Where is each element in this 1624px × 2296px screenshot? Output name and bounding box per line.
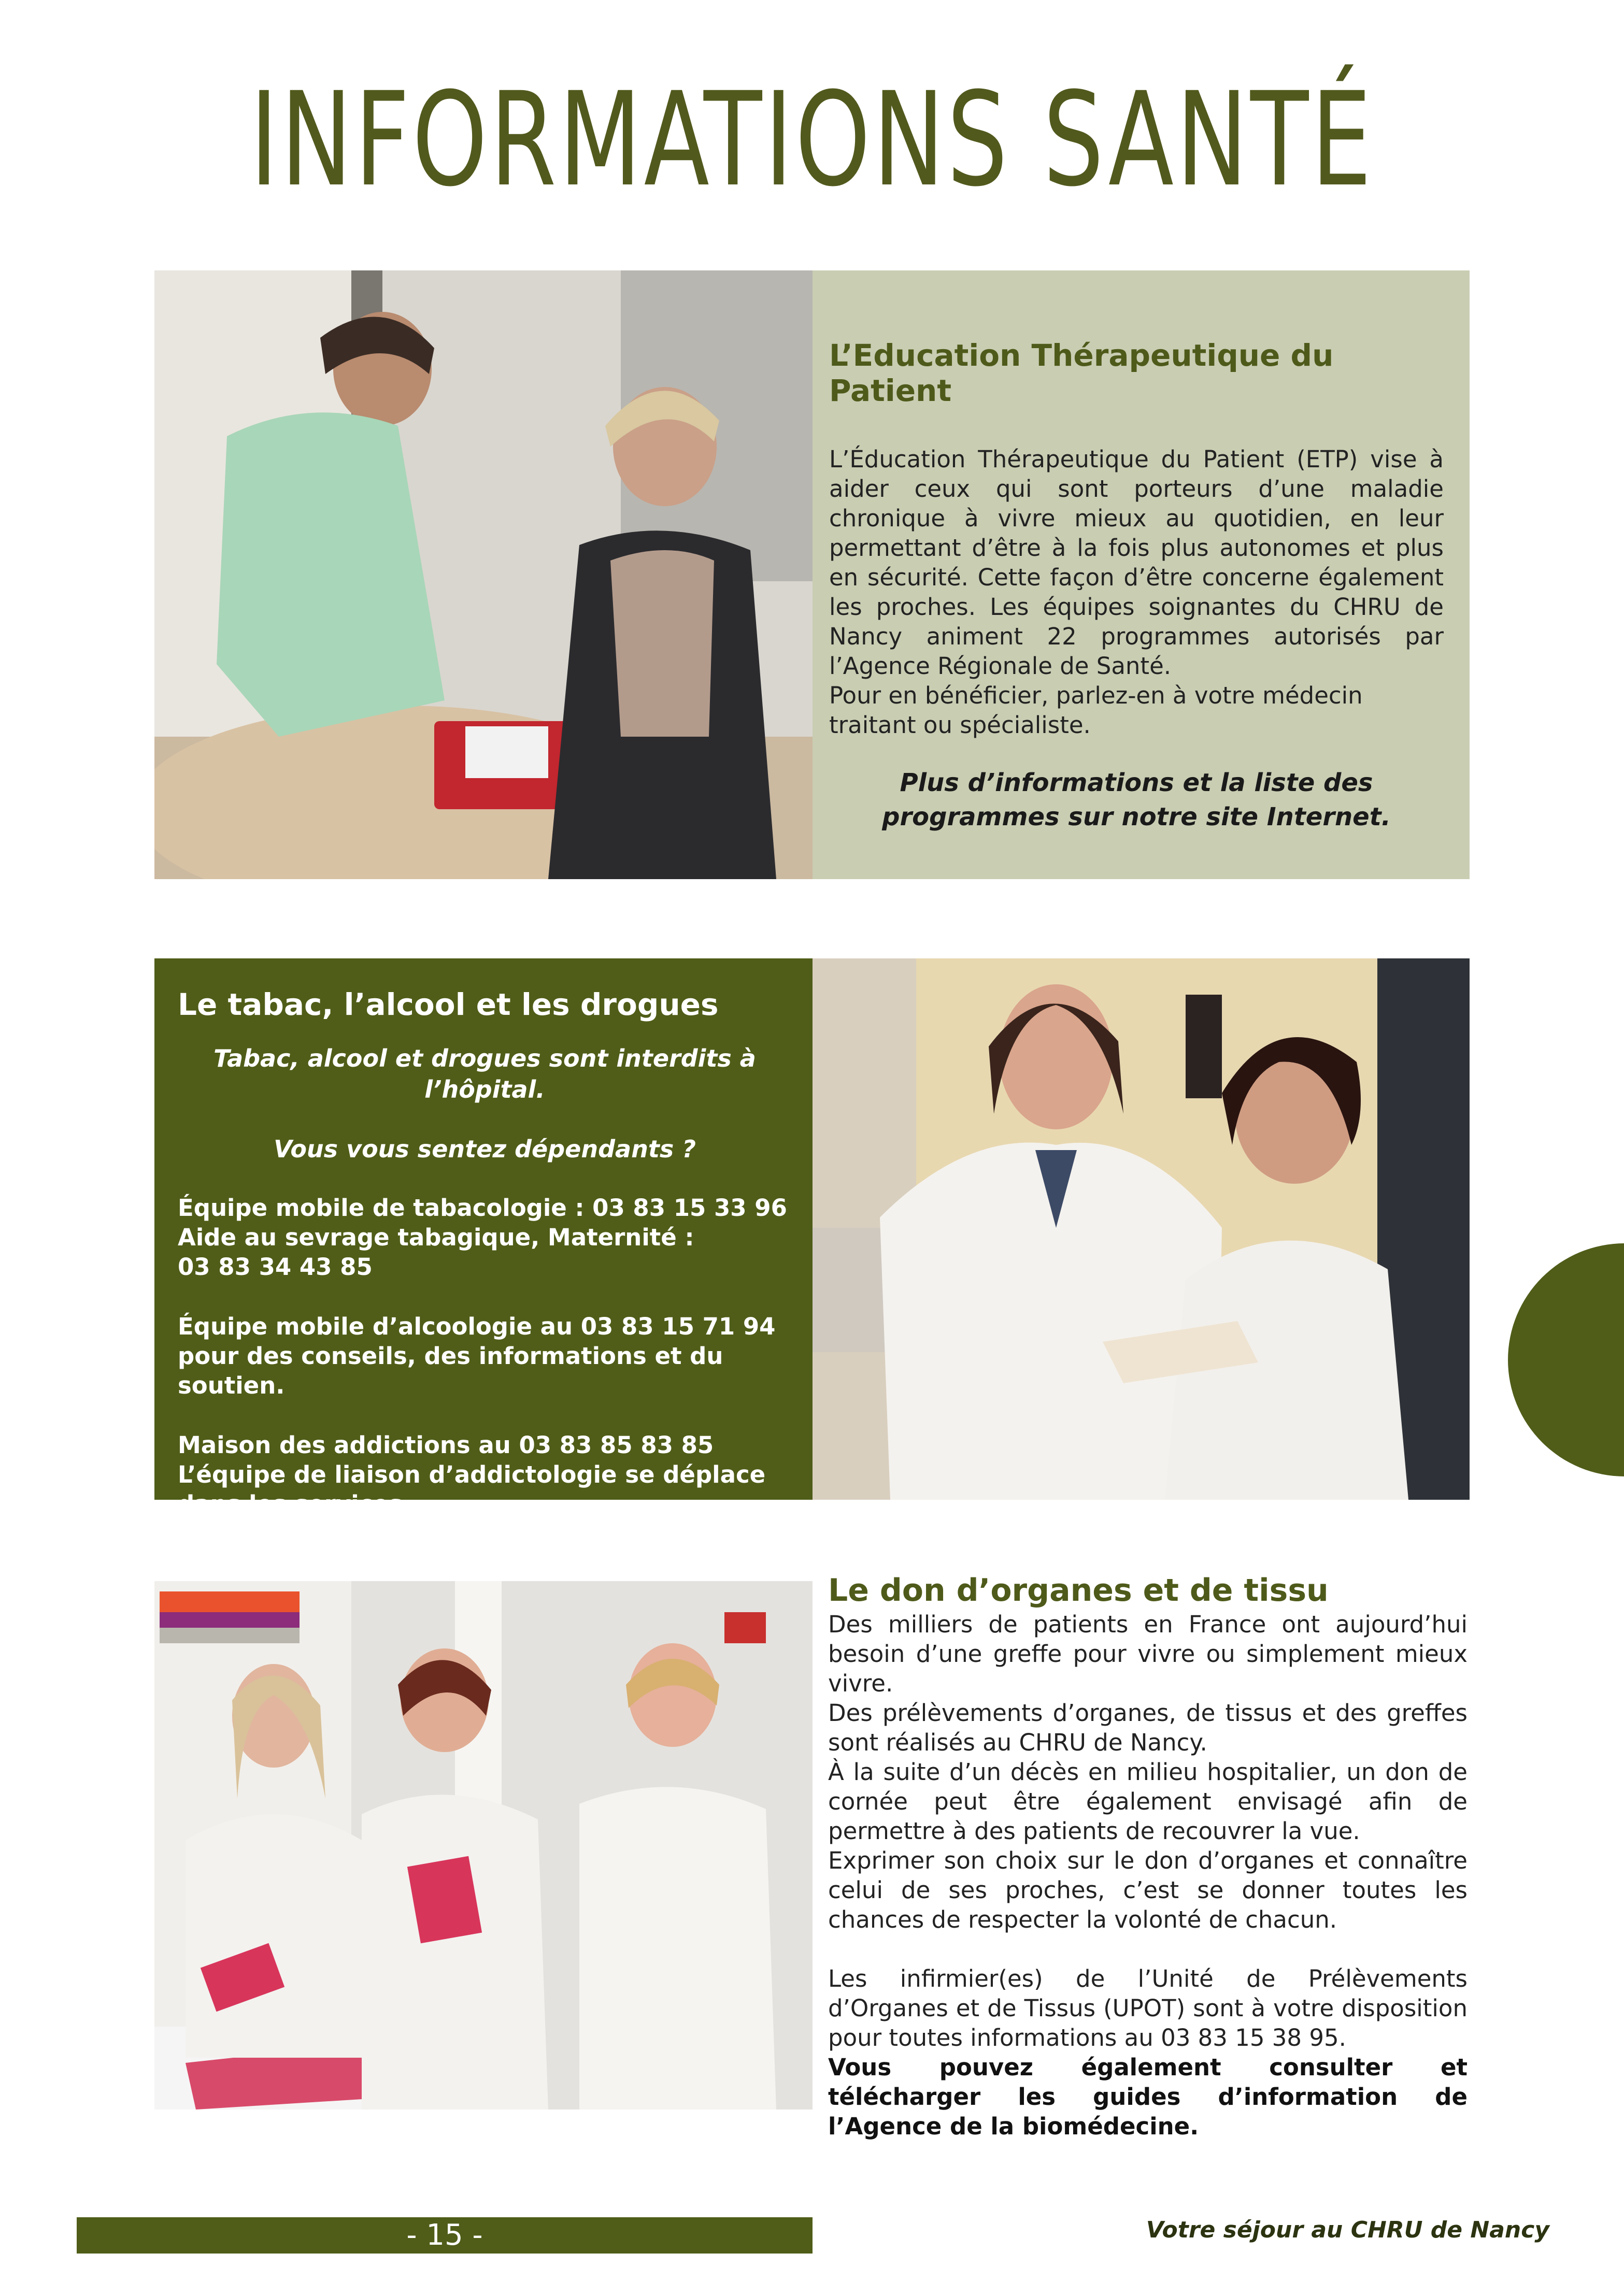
etp-paragraph: L’Éducation Thérapeutique du Patient (ETP) vise à aider ceux qui sont porteurs d’une maladie chronique à vivre mieux au quotidien, en leur permettant d’être à la fois plus autonomes et plus en sécurité. Cette façon d’être concerne également les proches. Les équipes soignantes du CHRU de Nancy animent 22 programmes autorisés par l’Agence Régionale de Santé. (829, 446, 1444, 680)
organ-paragraph: Exprimer son choix sur le don d’organes et connaître celui de ses proches, c’est se donner toutes les chances de respecter la volonté de chacun. (828, 1847, 1468, 1933)
tabac-photo (813, 958, 1470, 1500)
publication-name: Votre séjour au CHRU de Nancy (1146, 2217, 1549, 2243)
page-title: INFORMATIONS SANTÉ (250, 64, 1374, 215)
alcoologie-contact: Équipe mobile d’alcoologie au 03 83 15 71 94 (178, 1313, 776, 1340)
section-tab-marker (1508, 1243, 1624, 1476)
organ-paragraph: Des milliers de patients en France ont aujourd’hui besoin d’une greffe pour vivre ou simplement mieux vivre. (828, 1611, 1468, 1697)
etp-heading: L’Education Thérapeutique du Patient (829, 338, 1334, 408)
page-number: - 15 - (77, 2217, 813, 2254)
etp-website-callout: Plus d’informations et la liste des programmes sur notre site Internet. (882, 768, 1391, 831)
alcoologie-description: pour des conseils, des informations et du soutien. (178, 1342, 723, 1399)
organ-paragraph: Des prélèvements d’organes, de tissus et des greffes sont réalisés au CHRU de Nancy. (828, 1699, 1468, 1756)
organ-donation-photo (154, 1581, 813, 2110)
sevrage-label: Aide au sevrage tabagique, Maternité : (178, 1224, 694, 1251)
organ-donation-section (828, 1572, 1468, 2140)
tabac-warning: Tabac, alcool et drogues sont interdits à l’hôpital. (213, 1044, 756, 1103)
maison-addictions-contact: Maison des addictions au 03 83 85 83 85 (178, 1431, 714, 1459)
etp-panel (813, 270, 1470, 879)
sevrage-phone: 03 83 34 43 85 (178, 1253, 373, 1281)
upot-contact: Les infirmier(es) de l’Unité de Prélèvements d’Organes et de Tissus (UPOT) sont à votre disposition pour toutes informations au 03 83 15 38 95. (828, 1965, 1468, 2051)
tabacologie-contact: Équipe mobile de tabacologie : 03 83 15 33 96 (178, 1194, 787, 1222)
tabac-panel (154, 958, 813, 1518)
etp-paragraph: Pour en bénéficier, parlez-en à votre médecin traitant ou spécialiste. (829, 682, 1363, 739)
liaison-addictologie: L’équipe de liaison d’addictologie se déplace dans les services. (178, 1461, 766, 1518)
organ-paragraph: À la suite d’un décès en milieu hospitalier, un don de cornée peut être également envisagé afin de permettre à des patients de recouvrer la vue. (828, 1758, 1468, 1845)
tabac-question: Vous vous sentez dépendants ? (274, 1135, 696, 1163)
etp-photo (154, 270, 813, 879)
biomedecine-guides: Vous pouvez également consulter et télécharger les guides d’information de l’Agence de la biomédecine. (828, 2054, 1468, 2140)
etp-body (823, 444, 1444, 834)
organ-heading: Le don d’organes et de tissu (828, 1572, 1329, 1609)
tabac-heading: Le tabac, l’alcool et les drogues (178, 987, 719, 1022)
